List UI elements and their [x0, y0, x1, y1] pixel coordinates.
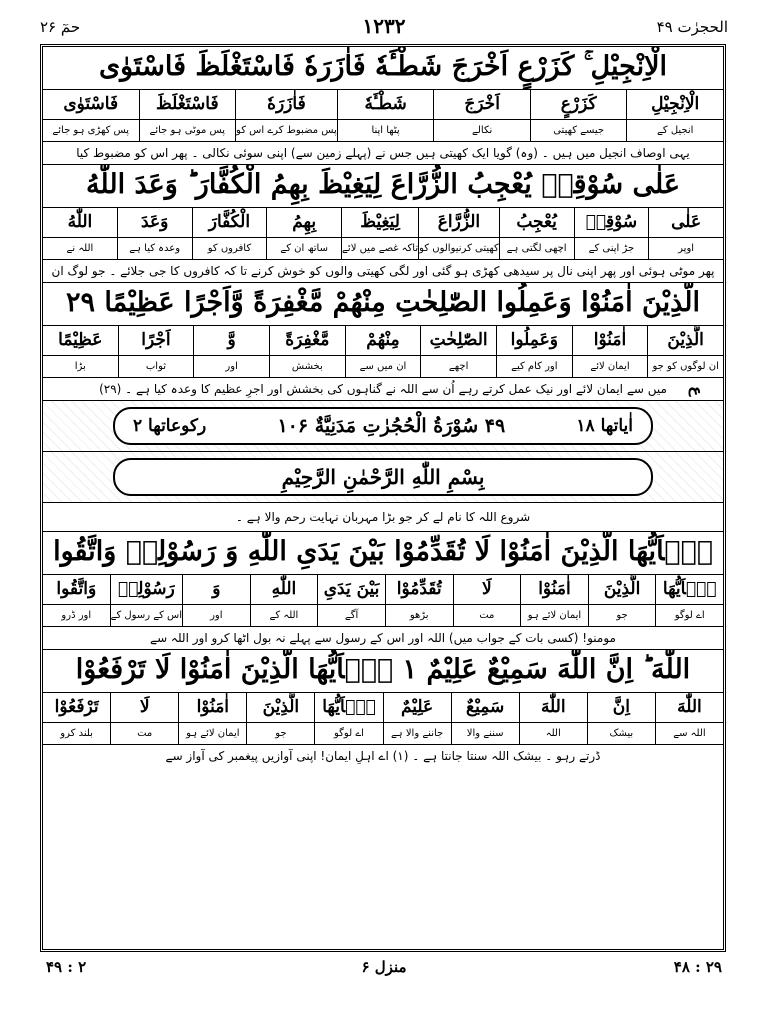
- arabic-word: فَاٰزَرَهٗ: [236, 90, 337, 120]
- word-meaning: اللہ سے: [673, 728, 706, 739]
- word-meaning: کھیتی کرنیوالوں کو: [419, 243, 499, 254]
- arabic-word: لَا: [111, 693, 178, 723]
- word-cell: [43, 208, 117, 259]
- word-cell: [572, 326, 648, 377]
- word-cell: [451, 693, 519, 744]
- verse-line: الْاِنْجِیْلِ ۚ کَزَرْعٍ اَخْرَجَ شَطْـَٔهٗ فَاٰزَرَهٗ فَاسْتَغْلَظَ فَاسْتَوٰی: [43, 47, 723, 90]
- verse-line: عَلٰی سُوْقِهٖ یُعْجِبُ الزُّرَّاعَ لِیَغِیْظَ بِهِمُ الْكُفَّارَ ؕ وَعَدَ اللّٰهُ: [43, 165, 723, 208]
- word-cell: [530, 90, 627, 141]
- arabic-word: لِیَغِیْظَ: [342, 208, 418, 238]
- word-cell: [519, 693, 587, 744]
- word-meaning: اچھی لگتی ہے: [506, 243, 567, 254]
- word-meaning: پس کھڑی ہو جائے: [52, 125, 130, 136]
- verse-line: الَّذِیْنَ اٰمَنُوْا وَعَمِلُوا الصّٰلِحٰتِ مِنْهُمْ مَّغْفِرَةً وَّاَجْرًا عَظِیْمًا ۲۹: [43, 283, 723, 326]
- arabic-word: مِنْهُمْ: [346, 326, 421, 356]
- page-frame: [40, 44, 726, 952]
- word-meaning: اور: [225, 361, 238, 372]
- arabic-word: اِنَّ: [588, 693, 655, 723]
- arabic-word: الصّٰلِحٰتِ: [421, 326, 496, 356]
- arabic-word: فَاسْتَغْلَظَ: [140, 90, 236, 120]
- word-cell: [345, 326, 421, 377]
- arabic-word: الْكُفَّارَ: [193, 208, 267, 238]
- word-meaning: مت: [479, 610, 495, 621]
- word-meaning: جڑ اپنی کے: [588, 243, 635, 254]
- ruku-count: رکوعاتها ۲: [133, 416, 207, 436]
- word-cell: [43, 575, 110, 626]
- arabic-word: اللّٰهَ: [656, 693, 723, 723]
- word-meaning: اچھے: [448, 361, 469, 372]
- header-right: الحجرٰت ۴۹: [656, 18, 728, 36]
- word-meaning: ان لوگوں کو جو: [652, 361, 719, 372]
- word-cell: [117, 208, 192, 259]
- word-cell: [118, 326, 194, 377]
- arabic-word: فَاسْتَوٰی: [43, 90, 139, 120]
- translation-line: میں سے ایمان لائے اور نیک عمل کرتے رہے اُن سے اللہ نے گناہوں کی بخشش اور اجرِ عظیم کا وعدہ کیا ہے ۔ (۲۹): [43, 378, 723, 401]
- arabic-word: اٰمَنُوْا: [179, 693, 246, 723]
- arabic-word: الَّذِیْنَ: [648, 326, 723, 356]
- word-meaning: نکالے: [472, 125, 493, 136]
- word-cell: [520, 575, 588, 626]
- word-meaning: ان میں سے: [359, 361, 407, 372]
- word-meaning: تاکہ غصے میں لائے: [342, 243, 419, 254]
- arabic-word: اللّٰهُ: [43, 208, 117, 238]
- word-cell: [178, 693, 246, 744]
- word-cell: [139, 90, 236, 141]
- arabic-word: الَّذِیْنَ: [247, 693, 314, 723]
- word-meaning: انجیل کے: [657, 125, 694, 136]
- arabic-word: یٰۤاَیُّهَا: [315, 693, 382, 723]
- arabic-word: بَیْنَ یَدَیِ: [318, 575, 385, 605]
- translation-line: مومنو! (کسی بات کے جواب میں) اللہ اور اس کے رسول سے پہلے نہ بول اٹھا کرو اور اللہ سے: [43, 627, 723, 650]
- word-cell: [420, 326, 496, 377]
- verse-line: یٰۤاَیُّهَا الَّذِیْنَ اٰمَنُوْا لَا تُقَدِّمُوْا بَیْنَ یَدَیِ اللّٰهِ وَ رَسُوْلِهٖ وَاتَّقُوا: [43, 532, 723, 575]
- arabic-word: یُعْجِبُ: [500, 208, 574, 238]
- ruku-side-mark: ع: [688, 386, 706, 397]
- word-cell: [269, 326, 345, 377]
- word-cell: [110, 693, 178, 744]
- footer-left: ۴۹ : ۲: [46, 958, 87, 976]
- arabic-word: عَلٰی: [649, 208, 723, 238]
- arabic-word: سُوْقِهٖ: [575, 208, 649, 238]
- word-grid: [43, 693, 723, 745]
- bismillah-text: بِسْمِ اللّٰهِ الرَّحْمٰنِ الرَّحِیْمِ: [281, 465, 485, 489]
- word-cell: [43, 693, 110, 744]
- word-meaning: اللہ کے: [269, 610, 299, 621]
- arabic-word: وَ: [183, 575, 250, 605]
- bismillah-translation: شروع اللہ کا نام لے کر جو بڑا مہربان نہایت رحم والا ہے ۔: [43, 503, 723, 532]
- manzil-label: منزل ۶: [361, 958, 407, 976]
- word-cell: [648, 208, 723, 259]
- word-cell: [266, 208, 341, 259]
- arabic-word: رَسُوْلِهٖ: [111, 575, 182, 605]
- page-footer: [46, 958, 722, 982]
- word-meaning: سننے والا: [466, 728, 504, 739]
- word-cell: [341, 208, 418, 259]
- word-cell: [235, 90, 337, 141]
- ayat-count: اٰیاتها ۱۸: [576, 416, 633, 436]
- arabic-word: اللّٰهَ: [520, 693, 587, 723]
- word-grid: [43, 208, 723, 260]
- word-meaning: جو: [275, 728, 287, 739]
- arabic-word: وَاتَّقُوا: [43, 575, 110, 605]
- bismillah-band: [43, 452, 723, 503]
- word-meaning: کافروں کو: [207, 243, 252, 254]
- arabic-word: یٰۤاَیُّهَا: [656, 575, 723, 605]
- arabic-word: تَرْفَعُوْا: [43, 693, 110, 723]
- word-meaning: اللہ: [545, 728, 561, 739]
- word-meaning: ایمان لائے: [590, 361, 630, 372]
- arabic-word: بِهِمُ: [267, 208, 341, 238]
- surah-title: ۴۹ سُوْرَةُ الْحُجُرٰتِ مَدَنِیَّةٌ ۱۰۶: [277, 415, 506, 437]
- arabic-word: وَعَمِلُوا: [497, 326, 572, 356]
- word-meaning: وعدہ کیا ہے: [129, 243, 181, 254]
- word-cell: [337, 90, 434, 141]
- word-meaning: جو: [616, 610, 628, 621]
- arabic-word: تُقَدِّمُوْا: [386, 575, 453, 605]
- arabic-word: اللّٰهِ: [251, 575, 318, 605]
- word-cell: [383, 693, 451, 744]
- word-meaning: پٹھا اپنا: [371, 125, 400, 136]
- word-meaning: بلند کرو: [60, 728, 93, 739]
- word-cell: [647, 326, 723, 377]
- word-cell: [193, 326, 269, 377]
- header-left: حمٓ ۲۶: [40, 18, 81, 36]
- word-meaning: ایمان لائے ہو: [186, 728, 240, 739]
- word-meaning: پس موٹی ہو جائے: [149, 125, 226, 136]
- word-cell: [655, 575, 723, 626]
- verse-line: اللّٰهَ ؕ اِنَّ اللّٰهَ سَمِیْعٌ عَلِیْمٌ ۱ یٰۤاَیُّهَا الَّذِیْنَ اٰمَنُوْا لَا تَرْفَعُوْا: [43, 650, 723, 693]
- word-meaning: آگے: [344, 610, 359, 621]
- arabic-word: عَلِیْمٌ: [384, 693, 451, 723]
- translation-line: پھر موٹی ہوئی اور پھر اپنی نال پر سیدھی کھڑی ہو گئی اور لگی کھیتی والوں کو خوش کرنے تا کہ کافروں کا جی جلائے ۔ جو لوگ ان: [43, 260, 723, 283]
- word-meaning: مت: [137, 728, 153, 739]
- word-meaning: اے لوگو: [674, 610, 705, 621]
- word-meaning: بڑھو: [409, 610, 429, 621]
- word-cell: [43, 326, 118, 377]
- word-meaning: ساتھ ان کے: [280, 243, 328, 254]
- arabic-word: لَا: [454, 575, 521, 605]
- surah-header: [113, 407, 653, 445]
- arabic-word: شَطْـَٔهٗ: [338, 90, 434, 120]
- word-meaning: بیشک: [609, 728, 634, 739]
- word-meaning: اے لوگو: [334, 728, 364, 739]
- word-grid: [43, 90, 723, 142]
- word-meaning: اور: [210, 610, 223, 621]
- word-cell: [192, 208, 267, 259]
- word-cell: [317, 575, 385, 626]
- word-cell: [499, 208, 574, 259]
- word-meaning: اوپر: [678, 243, 695, 254]
- word-cell: [626, 90, 723, 141]
- page-number: ۱۲۳۲: [362, 14, 406, 38]
- bismillah-box: [113, 458, 653, 496]
- word-grid: [43, 326, 723, 378]
- word-cell: [574, 208, 649, 259]
- word-meaning: پس مضبوط کرے اس کو: [236, 125, 337, 136]
- arabic-word: عَظِیْمًا: [43, 326, 118, 356]
- arabic-word: کَزَرْعٍ: [531, 90, 627, 120]
- page-header: [40, 14, 728, 40]
- arabic-word: الَّذِیْنَ: [589, 575, 656, 605]
- word-cell: [314, 693, 382, 744]
- translation-line: ڈرتے رہو ۔ بیشک اللہ سنتا جانتا ہے ۔ (۱) اے اہلِ ایمان! اپنی آوازیں پیغمبر کی آواز سے: [165, 749, 601, 763]
- arabic-word: وَعَدَ: [118, 208, 192, 238]
- footer-right: ۴۸ : ۲۹: [673, 958, 722, 976]
- word-meaning: اور کام کیے: [511, 361, 558, 372]
- word-meaning: ثواب: [145, 361, 167, 372]
- word-meaning: اللہ نے: [66, 243, 94, 254]
- word-cell: [587, 693, 655, 744]
- word-cell: [453, 575, 521, 626]
- arabic-word: اَخْرَجَ: [434, 90, 530, 120]
- word-meaning: بڑا: [74, 361, 86, 372]
- arabic-word: اٰمَنُوْا: [573, 326, 648, 356]
- word-cell: [655, 693, 723, 744]
- word-meaning: اور ڈرو: [61, 610, 92, 621]
- word-cell: [433, 90, 530, 141]
- word-cell: [385, 575, 453, 626]
- word-cell: [110, 575, 182, 626]
- word-meaning: بخشش: [291, 361, 323, 372]
- word-meaning: جیسے کھیتی: [553, 125, 605, 136]
- surah-header-band: [43, 401, 723, 452]
- word-meaning: جاننے والا ہے: [390, 728, 444, 739]
- word-cell: [588, 575, 656, 626]
- word-cell: [43, 90, 139, 141]
- word-cell: [496, 326, 572, 377]
- word-meaning: اس کے رسول کے: [110, 610, 182, 621]
- arabic-word: الْاِنْجِیْلِ: [627, 90, 723, 120]
- word-cell: [250, 575, 318, 626]
- arabic-word: وَّ: [194, 326, 269, 356]
- word-cell: [418, 208, 499, 259]
- word-grid: [43, 575, 723, 627]
- word-cell: [246, 693, 314, 744]
- word-cell: [182, 575, 250, 626]
- arabic-word: اٰمَنُوْا: [521, 575, 588, 605]
- arabic-word: الزُّرَّاعَ: [419, 208, 499, 238]
- arabic-word: مَّغْفِرَةً: [270, 326, 345, 356]
- word-meaning: ایمان لائے ہو: [527, 610, 582, 621]
- arabic-word: سَمِیْعٌ: [452, 693, 519, 723]
- arabic-word: اَجْرًا: [119, 326, 194, 356]
- translation-line: یہی اوصاف انجیل میں ہیں ۔ (وہ) گویا ایک کھیتی ہیں جس نے (پہلے زمین سے) اپنی سوئی نکالی ۔ پھر اس کو مضبوط کیا: [43, 142, 723, 165]
